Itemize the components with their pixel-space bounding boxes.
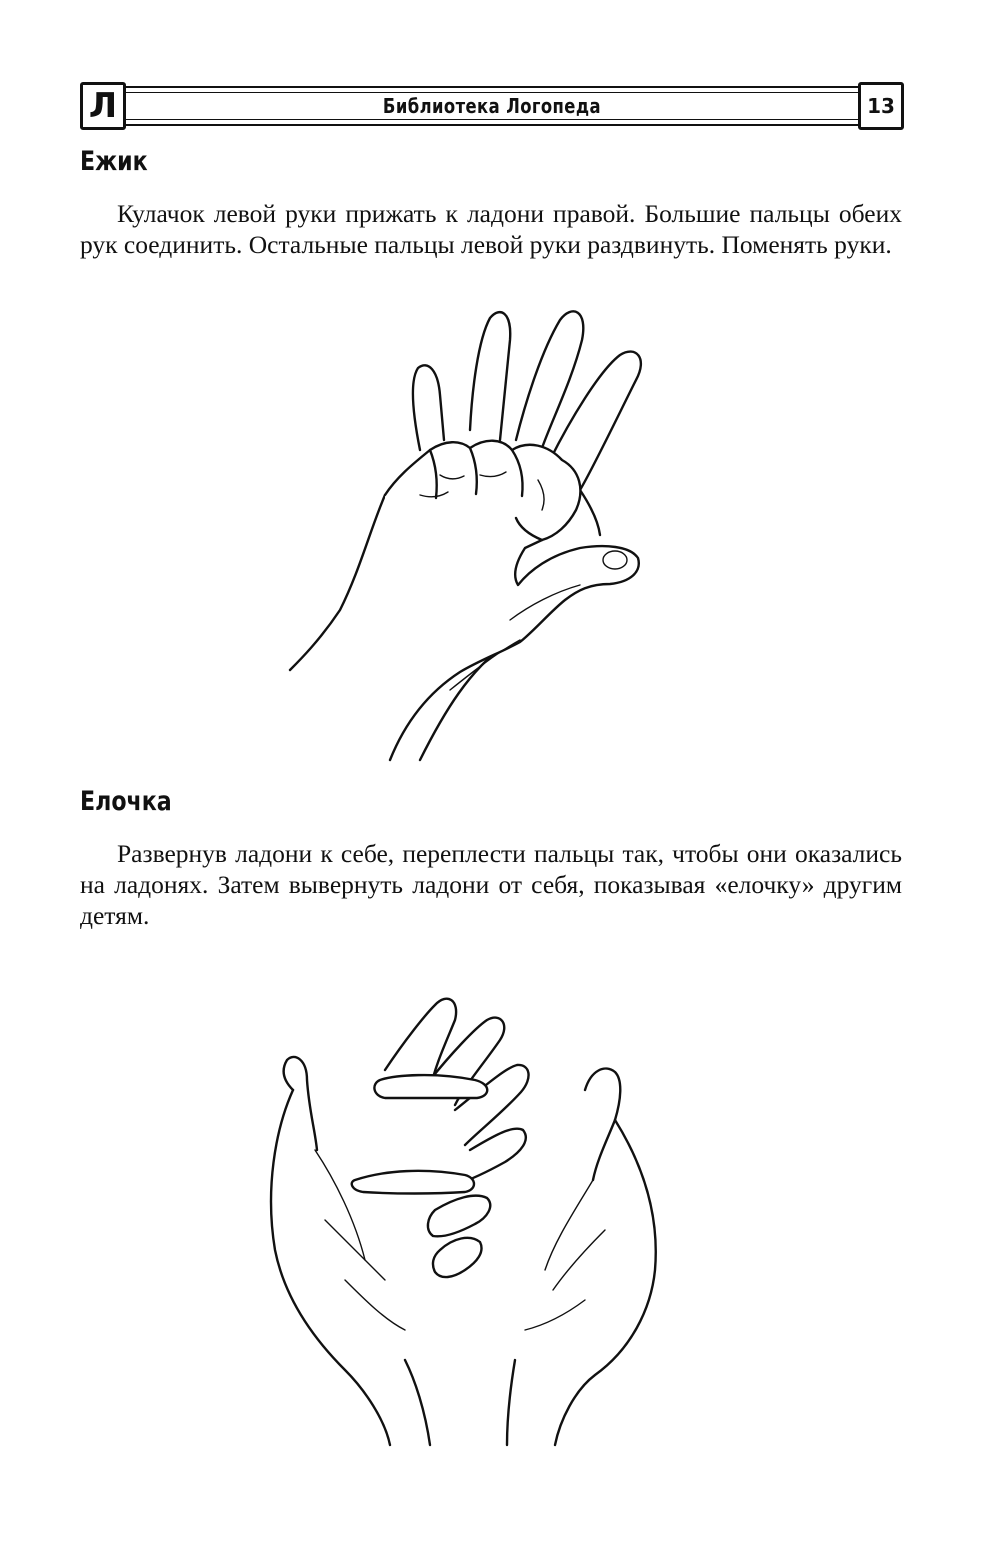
section-text-ezhik: Кулачок левой руки прижать к ладони правой. Большие пальцы обеих рук соединить. Остальные пальцы левой руки раздвинуть. Поменять руки. bbox=[80, 199, 902, 259]
section-text-elochka: Развернув ладони к себе, переплести пальцы так, чтобы они оказались на ладонях. Затем вывернуть ладони от себя, показывая «елочку» другим детям. bbox=[80, 839, 902, 930]
section-title-elochka: Елочка bbox=[80, 786, 172, 817]
library-letter-badge: Л bbox=[80, 82, 126, 130]
fir-tree-hands-illustration bbox=[255, 980, 715, 1450]
page-header bbox=[80, 82, 904, 128]
header-band bbox=[126, 86, 858, 126]
hedgehog-hands-illustration bbox=[280, 300, 670, 770]
page-number: 13 bbox=[858, 82, 904, 130]
section-title-ezhik: Ежик bbox=[80, 146, 148, 177]
header-title: Библиотека Логопеда bbox=[375, 94, 609, 118]
